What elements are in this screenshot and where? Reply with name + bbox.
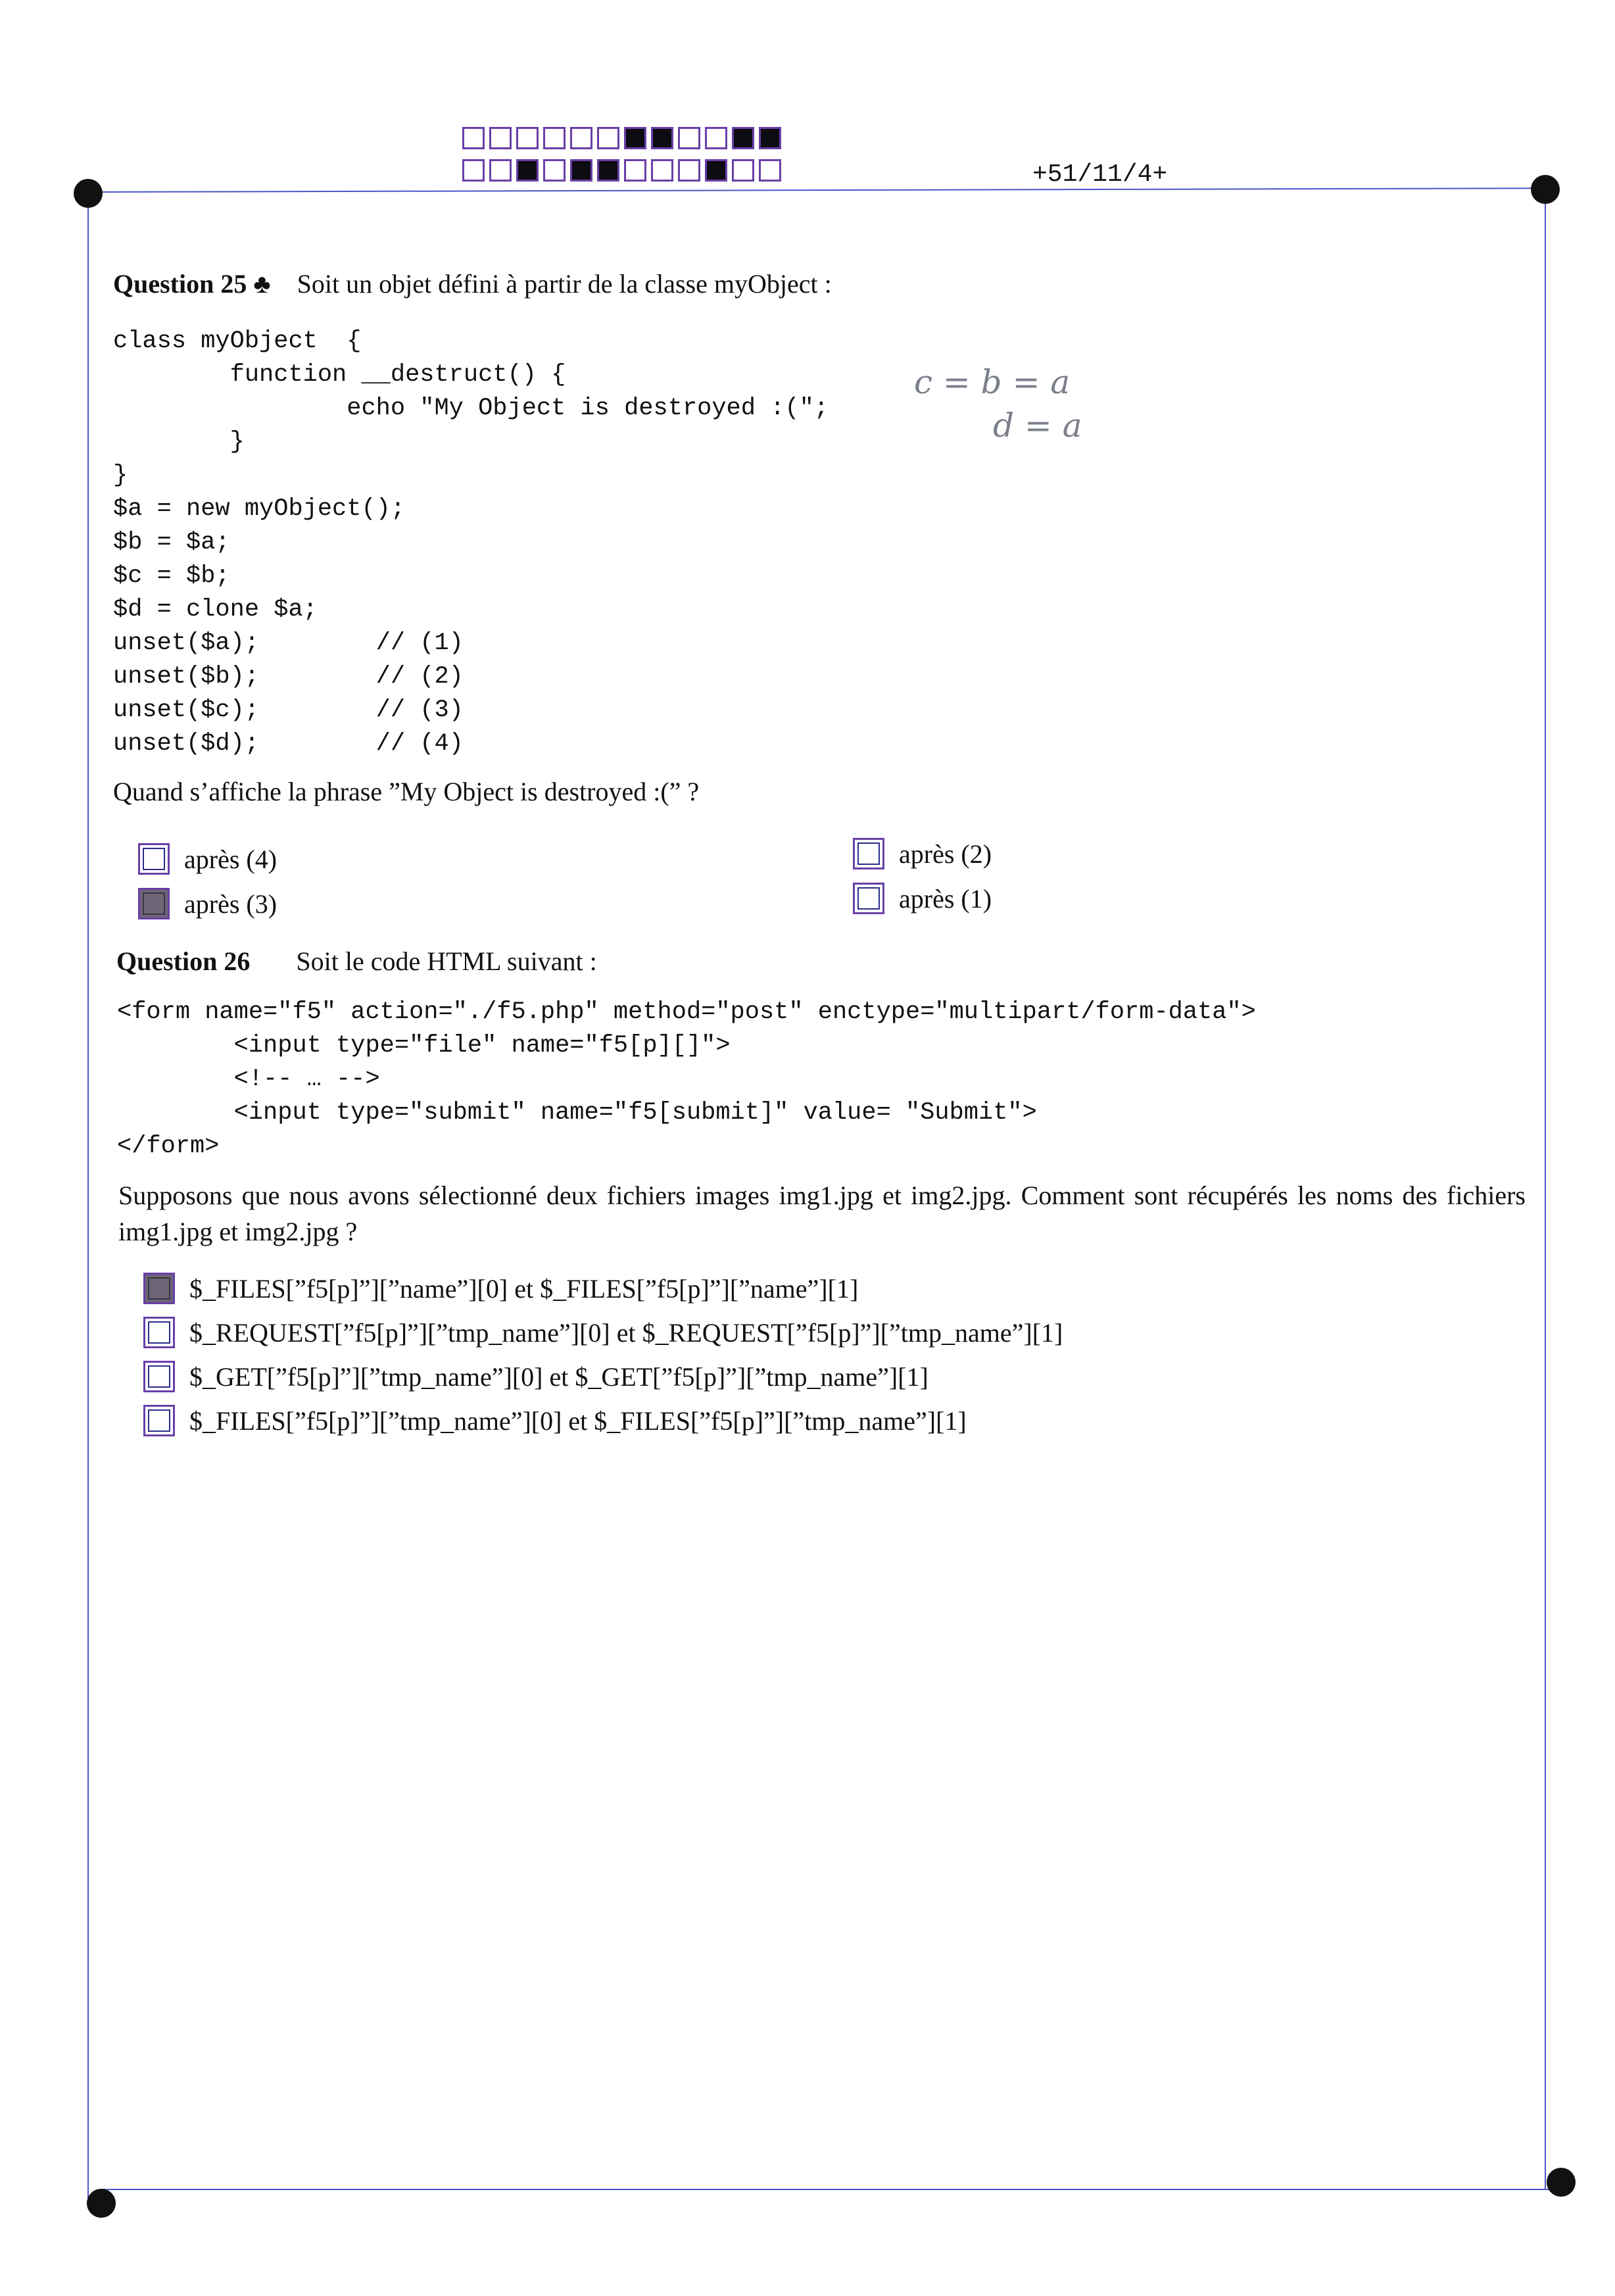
checkbox[interactable] <box>143 1273 175 1304</box>
id-box <box>624 127 646 149</box>
id-box-row-1 <box>462 127 786 149</box>
question-prompt: Soit le code HTML suivant : <box>296 946 597 976</box>
answer-option[interactable] <box>853 838 992 869</box>
handwritten-note-1: c = b = a <box>914 363 1071 401</box>
question-title: Question 25 <box>113 269 247 299</box>
checkbox[interactable] <box>143 1361 175 1392</box>
checkbox[interactable] <box>138 843 170 875</box>
checkbox[interactable] <box>143 1317 175 1348</box>
id-box-row-2 <box>462 159 786 182</box>
question-25-heading <box>113 268 832 299</box>
frame-bottom-line <box>101 2189 1561 2190</box>
option-label: $_FILES[”f5[p]”][”tmp_name”][0] et $_FILES[”f5[p]”][”tmp_name”][1] <box>189 1405 967 1436</box>
id-box <box>543 159 566 182</box>
id-box <box>597 127 619 149</box>
question-26-heading <box>116 946 597 977</box>
option-label: $_GET[”f5[p]”][”tmp_name”][0] et $_GET[”f5[p]”][”tmp_name”][1] <box>189 1361 928 1392</box>
id-box <box>489 159 512 182</box>
checkbox[interactable] <box>143 1405 175 1436</box>
id-box <box>516 127 539 149</box>
option-label: $_FILES[”f5[p]”][”name”][0] et $_FILES[”f5[p]”][”name”][1] <box>189 1273 859 1304</box>
html-code-block: <form name="f5" action="./f5.php" method="post" enctype="multipart/form-data"> <input type="file" name="f5[p][]"> <!-- … --> <input type="submit" name="f5[submit]" value= "Submit"> </form> <box>117 998 1256 1160</box>
option-label: après (2) <box>899 839 992 869</box>
corner-marker-top-right <box>1531 175 1560 204</box>
question-text: Quand s’affiche la phrase ”My Object is destroyed :(” ? <box>113 777 700 806</box>
id-box <box>759 159 781 182</box>
question-text: Supposons que nous avons sélectionné deux fichiers images img1.jpg et img2.jpg. Comment sont récupérés les noms des fichiers img1.jpg et img2.jpg ? <box>118 1181 1526 1246</box>
checkbox[interactable] <box>138 888 170 919</box>
id-box <box>678 127 700 149</box>
club-icon: ♣ <box>253 269 271 299</box>
answer-option[interactable] <box>138 843 277 875</box>
id-box <box>597 159 619 182</box>
php-code-block: class myObject { function __destruct() { echo "My Object is destroyed :("; } } $a = new myObject(); $b = $a; $c = $b; $d = clone $a; unset($a); // (1) unset($b); // (2) unset($c); // (3) unset($d); // (4) <box>113 328 829 758</box>
checkbox[interactable] <box>853 838 884 869</box>
id-box <box>543 127 566 149</box>
corner-marker-top-left <box>74 179 103 208</box>
frame-top-line <box>88 187 1546 193</box>
answer-option[interactable] <box>143 1361 928 1392</box>
answer-option[interactable] <box>143 1317 1063 1348</box>
id-box <box>489 127 512 149</box>
question-prompt: Soit un objet défini à partir de la classe myObject : <box>297 269 832 299</box>
id-box <box>624 159 646 182</box>
id-box <box>651 127 673 149</box>
id-box <box>570 159 592 182</box>
question-title: Question 26 <box>116 946 251 976</box>
option-label: après (1) <box>899 883 992 914</box>
option-label: après (3) <box>184 889 277 919</box>
corner-marker-bottom-left <box>87 2189 116 2218</box>
answer-option[interactable] <box>143 1273 858 1304</box>
id-box <box>570 127 592 149</box>
id-box <box>651 159 673 182</box>
id-box <box>678 159 700 182</box>
checkbox[interactable] <box>853 883 884 914</box>
id-box <box>732 159 754 182</box>
answer-option[interactable] <box>138 888 277 919</box>
id-box <box>759 127 781 149</box>
id-box <box>462 127 485 149</box>
frame-left-line <box>87 191 89 2201</box>
page-id: +51/11/4+ <box>1032 160 1168 189</box>
id-box <box>705 159 727 182</box>
id-box <box>516 159 539 182</box>
handwritten-note-2: d = a <box>993 406 1082 445</box>
frame-right-line <box>1545 190 1546 2189</box>
id-box <box>462 159 485 182</box>
answer-option[interactable] <box>853 883 992 914</box>
id-box <box>732 127 754 149</box>
option-label: $_REQUEST[”f5[p]”][”tmp_name”][0] et $_REQUEST[”f5[p]”][”tmp_name”][1] <box>189 1317 1063 1348</box>
option-label: après (4) <box>184 844 277 874</box>
id-box <box>705 127 727 149</box>
corner-marker-bottom-right <box>1547 2168 1576 2197</box>
answer-option[interactable] <box>143 1405 967 1436</box>
